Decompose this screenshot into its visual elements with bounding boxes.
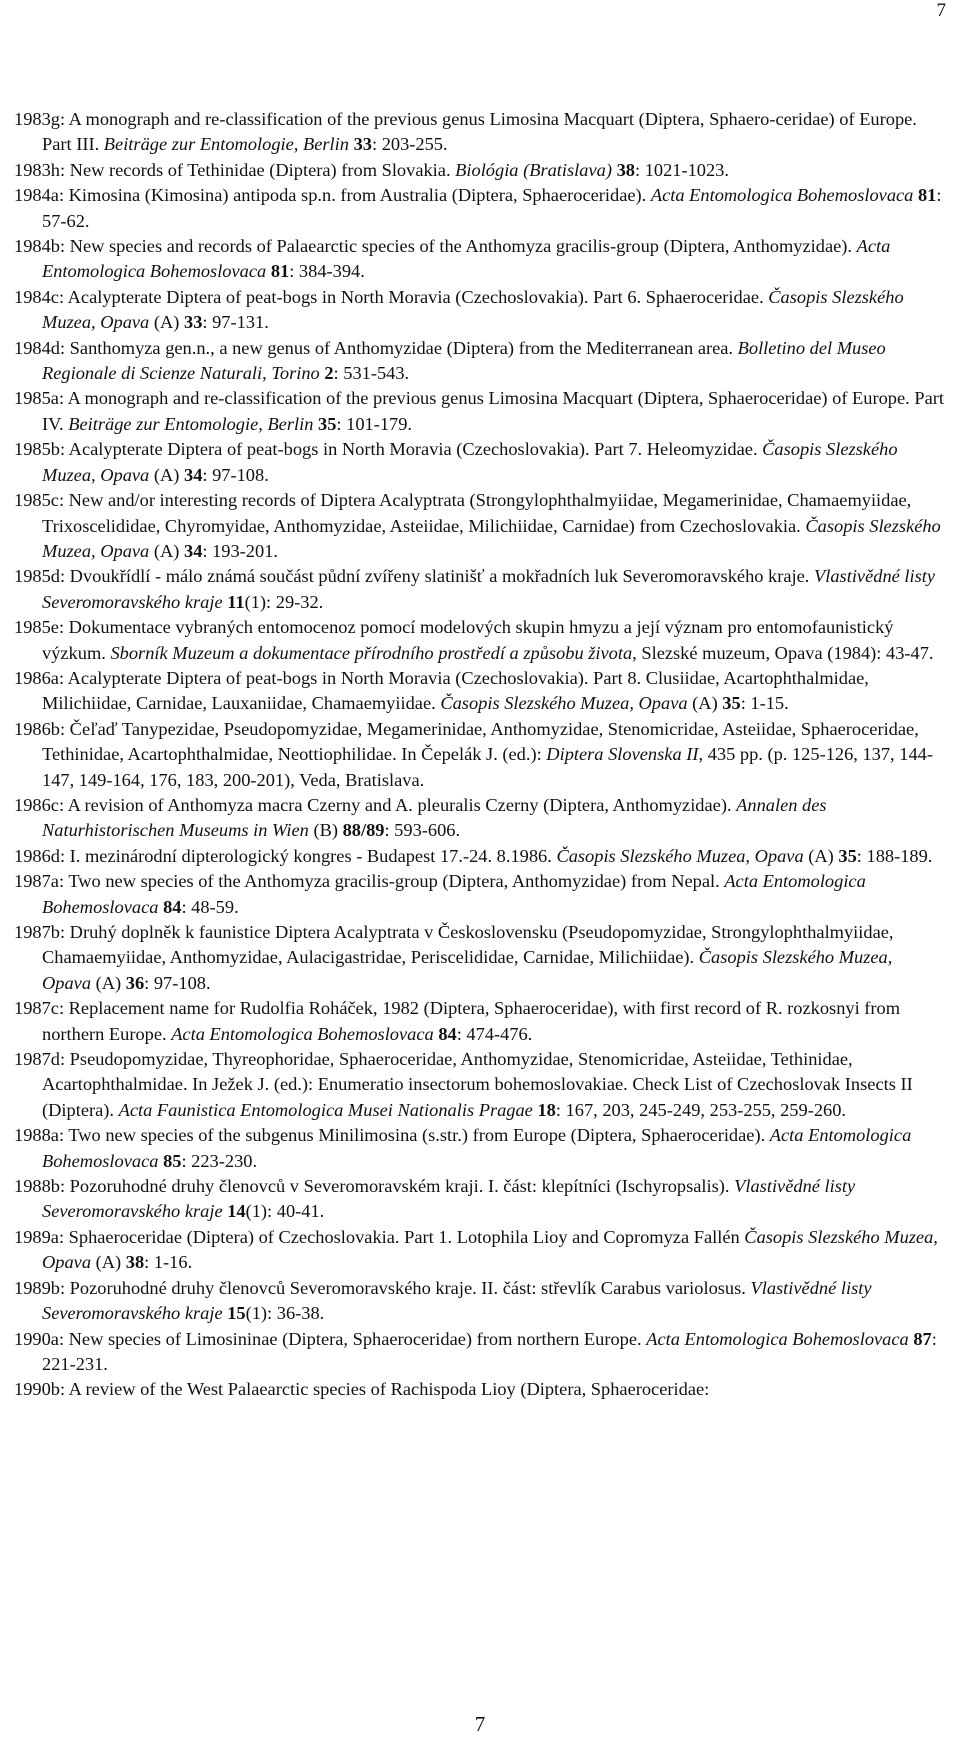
page-number-top: 7 — [936, 0, 946, 21]
journal-title: Časopis Slezského Muzea, Opava — [556, 845, 804, 866]
journal-title: Bolletino del Museo Regionale di Scienze Naturali, Torino — [42, 337, 886, 384]
volume-number: 35 — [318, 413, 337, 434]
reference-text: , Slezské muzeum, Opava (1984): 43-47. — [632, 642, 934, 663]
journal-title: Vlastivědné listy Severomoravského kraje — [42, 1277, 872, 1324]
reference-text: (1): 40-41. — [245, 1201, 325, 1222]
volume-number: 35 — [722, 693, 741, 714]
reference-text: (A) — [149, 540, 184, 561]
reference-text: 1985e: Dokumentace vybraných entomocenoz pomocí modelových skupin hmyzu a její význam pro entomofaunistický výzkum. — [14, 617, 894, 663]
reference-text: (1): 29-32. — [244, 591, 324, 612]
reference-text: (1): 36-38. — [245, 1303, 325, 1324]
reference-text: 1983h: New records of Tethinidae (Diptera) from Slovakia. — [14, 159, 456, 180]
reference-text: : 474-476. — [456, 1023, 533, 1044]
reference-entry — [14, 666, 944, 717]
volume-number: 84 — [438, 1023, 457, 1044]
reference-text: 1986b: Čeľaď Tanypezidae, Pseudopomyzidae, Megamerinidae, Anthomyzidae, Stenomicridae, Asteiidae, Sphaeroceridae, Tethinidae, Acartophthalmidae, Neottiophilidae. In Čepelák J. (ed.): — [14, 718, 919, 765]
volume-number: 85 — [163, 1150, 182, 1171]
reference-text: 1983g: A monograph and re-classification of the previous genus Limosina Macquart (Diptera, Sphaero-ceridae) of Europe. Part III. — [14, 109, 917, 155]
reference-entry — [14, 107, 944, 158]
reference-text: , 435 pp. (p. 125-126, 137, 144-147, 149-164, 176, 183, 200-201), Veda, Bratislava. — [42, 744, 933, 790]
reference-entry — [14, 1327, 944, 1378]
reference-text: (A) — [149, 312, 184, 333]
reference-entry — [14, 1047, 944, 1123]
reference-list — [14, 107, 944, 1403]
reference-text: 1986a: Acalypterate Diptera of peat-bogs in North Moravia (Czechoslovakia). Part 8. Clusiidae, Acartophthalmidae, Milichiidae, Carnidae, Lauxaniidae, Chamaemyiidae. — [14, 667, 869, 714]
reference-text: : 1-16. — [144, 1252, 193, 1273]
reference-text: (A) — [149, 464, 184, 485]
reference-entry — [14, 1225, 944, 1276]
reference-text: : 221-231. — [42, 1328, 937, 1374]
reference-entry — [14, 844, 944, 869]
reference-entry — [14, 1123, 944, 1174]
reference-text: 1989b: Pozoruhodné druhy členovců Severomoravského kraje. II. část: střevlík Carabus variolosus. — [14, 1277, 751, 1298]
reference-entry — [14, 158, 944, 183]
volume-number: 88/89 — [342, 820, 385, 841]
reference-text: 1987d: Pseudopomyzidae, Thyreophoridae, Sphaeroceridae, Anthomyzidae, Stenomicridae, Asteiidae, Tethinidae, Acartophthalmidae. In Ježek J. (ed.): Enumeratio insectorum bohemoslovakiae. Check List of Czechoslovak Insects II (Diptera). — [14, 1049, 913, 1120]
reference-text: 1985c: New and/or interesting records of Diptera Acalyptrata (Strongylophthalmyiidae, Megamerinidae, Chamaemyiidae, Trixoscelididae, Chyromyidae, Anthomyzidae, Asteiidae, Milichiidae, Carnidae) from Czechoslovakia. — [14, 490, 912, 536]
volume-number: 11 — [227, 591, 245, 612]
volume-number: 14 — [227, 1201, 246, 1222]
reference-text: (A) — [687, 693, 723, 714]
reference-entry — [14, 488, 944, 564]
volume-number: 87 — [913, 1328, 932, 1349]
journal-title: Acta Entomologica Bohemoslovaca — [650, 185, 914, 206]
journal-title: Časopis Slezského Muzea, Opava — [42, 515, 941, 561]
reference-text: 1987c: Replacement name for Rudolfia Roháček, 1982 (Diptera, Sphaeroceridae), with first record of R. rozkosnyi from northern Europe. — [14, 998, 901, 1044]
journal-title: Vlastivědné listy Severomoravského kraje — [42, 1176, 856, 1222]
journal-title: Acta Entomologica Bohemoslovaca — [171, 1023, 434, 1044]
reference-text: : 101-179. — [336, 413, 413, 434]
reference-text: (A) — [91, 1252, 126, 1273]
volume-number: 38 — [616, 159, 635, 180]
journal-title: Sborník Muzeum a dokumentace přírodního prostředí a způsobu života — [110, 642, 633, 663]
journal-title: Vlastivědné listy Severomoravského kraje — [42, 566, 936, 612]
reference-entry — [14, 183, 944, 234]
volume-number: 36 — [125, 972, 145, 993]
volume-number: 33 — [184, 312, 203, 333]
reference-entry — [14, 437, 944, 488]
journal-title: Acta Entomologica Bohemoslovaca — [42, 871, 866, 917]
journal-title: Časopis Slezského Muzea, Opava — [42, 1226, 938, 1273]
volume-number: 81 — [917, 185, 937, 206]
reference-text: 1988b: Pozoruhodné druhy členovců v Severomoravském kraji. I. část: klepítníci (Ischyropsalis). — [14, 1176, 735, 1197]
journal-title: Beiträge zur Entomologie, Berlin — [103, 134, 349, 155]
reference-entry — [14, 1276, 944, 1327]
volume-number: 34 — [184, 540, 203, 561]
reference-entry — [14, 869, 944, 920]
reference-entry — [14, 234, 944, 285]
journal-title: Biológia (Bratislava) — [455, 159, 612, 180]
reference-text: : 1-15. — [740, 693, 789, 714]
journal-title: Acta Entomologica Bohemoslovaca — [42, 1125, 912, 1171]
reference-text: 1985b: Acalypterate Diptera of peat-bogs in North Moravia (Czechoslovakia). Part 7. Heleomyzidae. — [14, 439, 763, 460]
journal-title: Časopis Slezského Muzea, Opava — [42, 947, 893, 993]
reference-text: 1986d: I. mezinárodní dipterologický kongres - Budapest 17.-24. 8.1986. — [14, 845, 557, 866]
volume-number: 84 — [163, 896, 182, 917]
reference-text: (B) — [308, 820, 343, 841]
reference-text: 1986c: A revision of Anthomyza macra Czerny and A. pleuralis Czerny (Diptera, Anthomyzidae). — [14, 794, 737, 815]
reference-text: 1985d: Dvoukřídlí - málo známá součást půdní zvířeny slatinišť a mokřadních luk Severomoravského kraje. — [14, 566, 815, 587]
reference-text: 1985a: A monograph and re-classification of the previous genus Limosina Macquart (Diptera, Sphaeroceridae) of Europe. Part IV. — [14, 388, 944, 434]
reference-text: : 188-189. — [856, 845, 933, 866]
reference-entry — [14, 336, 944, 387]
volume-number: 38 — [125, 1252, 145, 1273]
journal-title: Acta Faunistica Entomologica Musei Nationalis Pragae — [118, 1099, 533, 1120]
reference-entry — [14, 793, 944, 844]
reference-text: : 384-394. — [289, 261, 365, 282]
journal-title: Diptera Slovenska II — [546, 744, 699, 765]
reference-text: : 531-543. — [333, 363, 410, 384]
reference-text: 1990a: New species of Limosininae (Diptera, Sphaeroceridae) from northern Europe. — [14, 1328, 647, 1349]
reference-entry — [14, 615, 944, 666]
volume-number: 35 — [838, 845, 857, 866]
reference-text: : 1021-1023. — [634, 159, 729, 180]
reference-text: : 223-230. — [181, 1150, 258, 1171]
reference-text: : 97-108. — [144, 972, 211, 993]
reference-text: 1988a: Two new species of the subgenus Minilimosina (s.str.) from Europe (Diptera, Sphaeroceridae). — [14, 1125, 770, 1146]
reference-entry — [14, 1174, 944, 1225]
reference-text: 1984a: Kimosina (Kimosina) antipoda sp.n. from Australia (Diptera, Sphaeroceridae). — [14, 185, 651, 206]
volume-number: 2 — [324, 363, 334, 384]
reference-text: : 97-131. — [202, 312, 269, 333]
volume-number: 15 — [227, 1303, 246, 1324]
volume-number: 33 — [353, 134, 372, 155]
journal-title: Časopis Slezského Muzea, Opava — [42, 286, 904, 333]
journal-title: Časopis Slezského Muzea, Opava — [42, 439, 898, 485]
reference-text: : 97-108. — [202, 464, 269, 485]
reference-entry — [14, 717, 944, 793]
volume-number: 81 — [270, 261, 290, 282]
volume-number: 18 — [537, 1099, 556, 1120]
reference-text: : 57-62. — [42, 185, 942, 231]
reference-text: : 48-59. — [181, 896, 239, 917]
reference-text: 1987a: Two new species of the Anthomyza gracilis-group (Diptera, Anthomyzidae) from Nepal. — [14, 871, 725, 892]
reference-text: : 593-606. — [384, 820, 461, 841]
reference-text: 1984d: Santhomyza gen.n., a new genus of Anthomyzidae (Diptera) from the Mediterranean area. — [14, 337, 738, 358]
journal-title: Acta Entomologica Bohemoslovaca — [646, 1328, 909, 1349]
reference-entry — [14, 1377, 944, 1402]
reference-text: : 203-255. — [371, 134, 448, 155]
reference-text: 1989a: Sphaeroceridae (Diptera) of Czechoslovakia. Part 1. Lotophila Lioy and Copromyza Fallén — [14, 1226, 745, 1247]
reference-text: 1990b: A review of the West Palaearctic species of Rachispoda Lioy (Diptera, Sphaeroceridae: — [14, 1379, 710, 1400]
journal-title: Časopis Slezského Muzea, Opava — [440, 693, 688, 714]
reference-entry — [14, 285, 944, 336]
reference-text: (A) — [91, 972, 126, 993]
reference-entry — [14, 920, 944, 996]
journal-title: Acta Entomologica Bohemoslovaca — [42, 236, 891, 282]
reference-text: (A) — [803, 845, 839, 866]
volume-number: 34 — [184, 464, 203, 485]
reference-text: : 167, 203, 245-249, 253-255, 259-260. — [555, 1099, 847, 1120]
page-number-bottom: 7 — [474, 1712, 486, 1736]
reference-text: : 193-201. — [202, 540, 278, 561]
reference-text: 1984c: Acalypterate Diptera of peat-bogs in North Moravia (Czechoslovakia). Part 6. Sphaeroceridae. — [14, 286, 769, 307]
reference-entry — [14, 564, 944, 615]
journal-title: Beiträge zur Entomologie, Berlin — [68, 413, 314, 434]
reference-text: 1984b: New species and records of Palaearctic species of the Anthomyza gracilis-group (Diptera, Anthomyzidae). — [14, 236, 857, 257]
reference-entry — [14, 386, 944, 437]
journal-title: Annalen des Naturhistorischen Museums in Wien — [42, 794, 827, 841]
reference-entry — [14, 996, 944, 1047]
reference-text: 1987b: Druhý doplněk k faunistice Diptera Acalyptrata v Československu (Pseudopomyzidae, Strongylophthalmyiidae, Chamaemyiidae, Anthomyzidae, Aulacigastridae, Periscelididae, Carnidae, Milichiidae). — [14, 922, 894, 968]
